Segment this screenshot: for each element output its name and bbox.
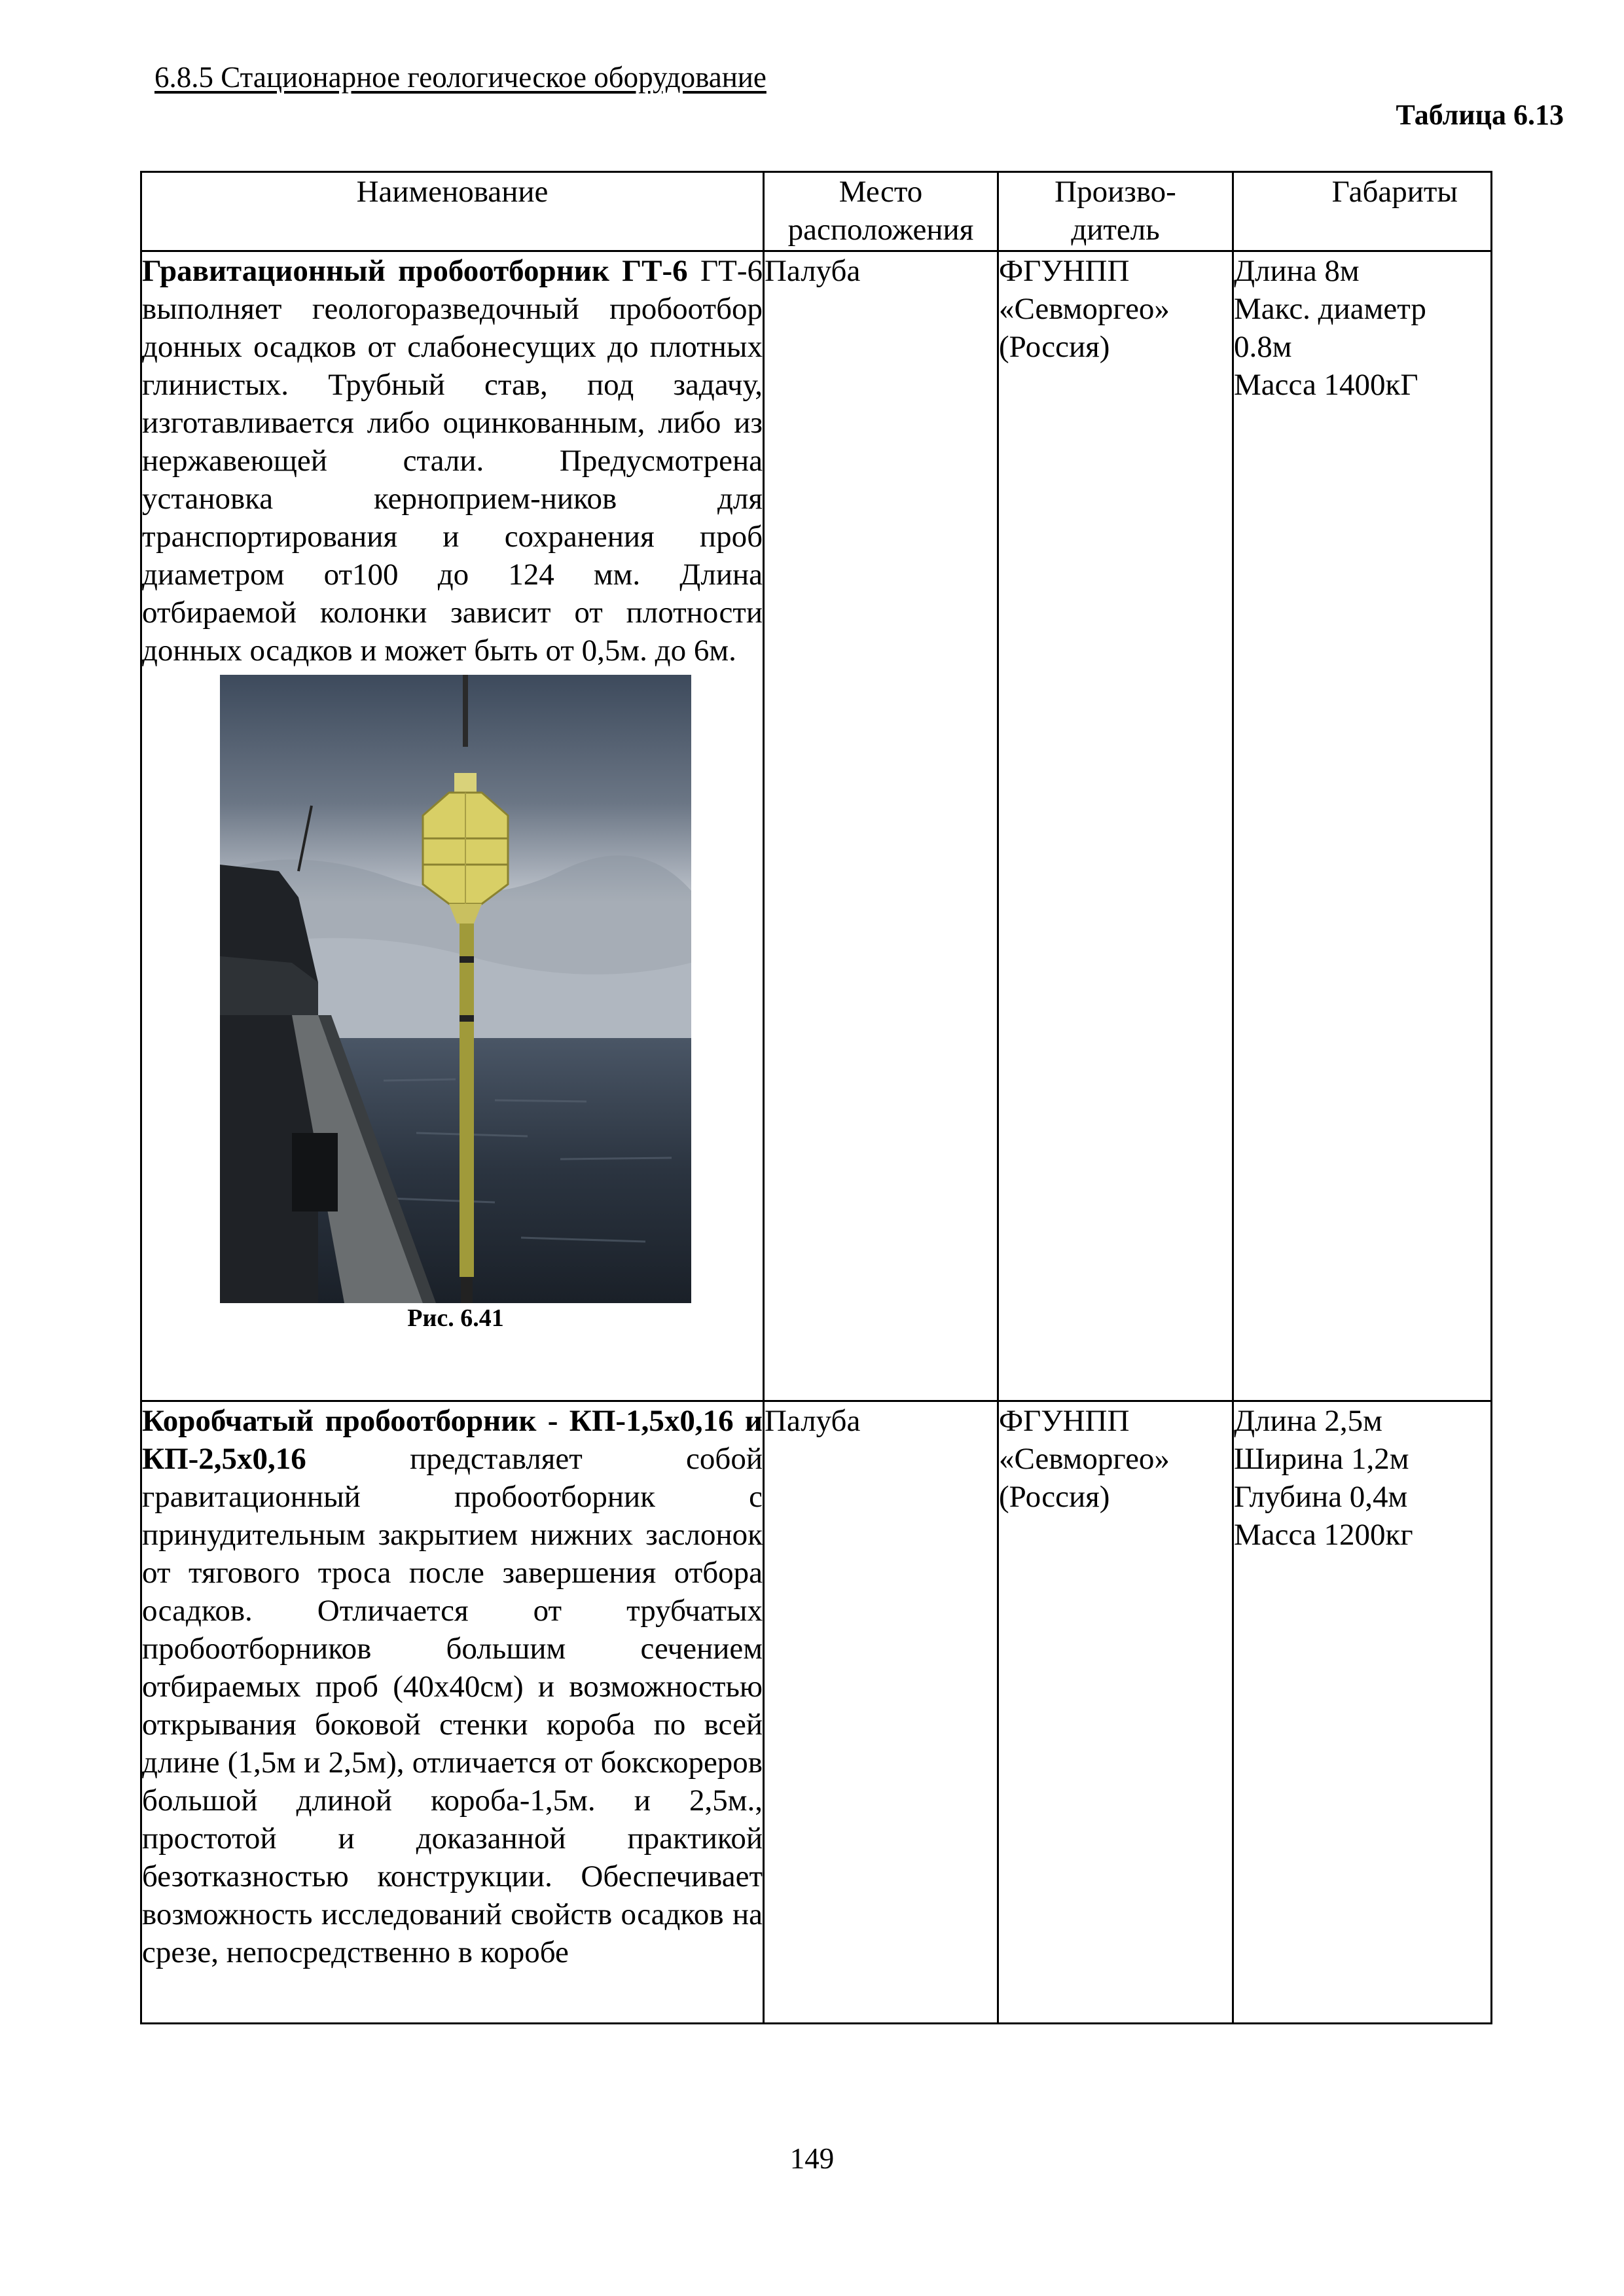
- header-location-line1: Место: [839, 175, 923, 209]
- header-location-line2: расположения: [787, 213, 974, 247]
- cell-name: [141, 1401, 764, 2024]
- manufacturer-line: ФГУНПП: [999, 1404, 1130, 1438]
- header-location: [764, 172, 998, 251]
- manufacturer-line: «Севморгео»: [999, 292, 1170, 326]
- manufacturer-line: (Россия): [999, 330, 1110, 364]
- header-manufacturer: [998, 172, 1233, 251]
- row2-description-block: [142, 1402, 763, 1971]
- row1-description: ГТ-6 выполняет геологоразведочный пробоотбор донных осадков от слабонесущих до плотных глинистых. Трубный став, под задачу, изготавливается либо оцинкованным, либо из нержавеющей стали. Предусмотрена установка керноприем-ников для транспортирования и сохранения проб диаметром от100 до 124 мм. Длина отбираемой колонки зависит от плотности донных осадков и может быть от 0,5м. до 6м.: [142, 254, 763, 668]
- manufacturer-line: ФГУНПП: [999, 254, 1130, 288]
- dimension-line: Длина 8м: [1234, 254, 1360, 288]
- table-row: [141, 1401, 1492, 2024]
- figure: [220, 675, 691, 1333]
- row2-title: Коробчатый пробоотборник - КП-1,5х0,16 и КП-2,5х0,16: [142, 1404, 763, 1476]
- cell-manufacturer: [998, 251, 1233, 1401]
- dimension-line: Глубина 0,4м: [1234, 1480, 1408, 1514]
- header-dimensions: Габариты: [1233, 172, 1492, 251]
- cell-manufacturer: [998, 1401, 1233, 2024]
- equipment-table: [140, 171, 1492, 2024]
- row2-description: представляет собой гравитационный пробоотборник с принудительным закрытием нижних заслонок от тягового троса после завершения отбора осадков. Отличается от трубчатых пробоотборников большим сечением отбираемых проб (40х40см) и возможностью открывания боковой стенки короба по всей длине (1,5м и 2,5м), отличается от бокскореров большой длиной короба-1,5м. и 2,5м., простотой и доказанной практикой безотказностью конструкции. Обеспечивает возможность исследований свойств осадков на срезе, непосредственно в коробе: [142, 1442, 763, 1969]
- sampler-photo: [220, 675, 691, 1303]
- header-name: Наименование: [141, 172, 764, 251]
- table-label: Таблица 6.13: [1396, 99, 1564, 131]
- dimension-line: Масса 1200кг: [1234, 1518, 1413, 1552]
- dimension-line: 0.8м: [1234, 330, 1292, 364]
- cell-location: Палуба: [764, 1401, 998, 2024]
- dimension-line: Масса 1400кГ: [1234, 368, 1418, 402]
- dimension-line: Ширина 1,2м: [1234, 1442, 1409, 1476]
- dimension-line: Макс. диаметр: [1234, 292, 1426, 326]
- manufacturer-line: (Россия): [999, 1480, 1110, 1514]
- figure-caption: Рис. 6.41: [407, 1304, 504, 1332]
- section-title: 6.8.5 Стационарное геологическое оборудование: [154, 61, 767, 94]
- cell-dimensions: [1233, 1401, 1492, 2024]
- row1-description-block: [142, 252, 763, 670]
- header-manufacturer-line1: Произво-: [1055, 175, 1176, 209]
- header-manufacturer-line2: дитель: [1071, 213, 1160, 247]
- cell-dimensions: [1233, 251, 1492, 1401]
- table-header-row: [141, 172, 1492, 251]
- cell-name: [141, 251, 764, 1401]
- page-number: 149: [789, 2142, 835, 2175]
- row1-title: Гравитационный пробоотборник ГТ-6: [142, 254, 688, 288]
- table-row: [141, 251, 1492, 1401]
- cell-location: Палуба: [764, 251, 998, 1401]
- dimension-line: Длина 2,5м: [1234, 1404, 1382, 1438]
- manufacturer-line: «Севморгео»: [999, 1442, 1170, 1476]
